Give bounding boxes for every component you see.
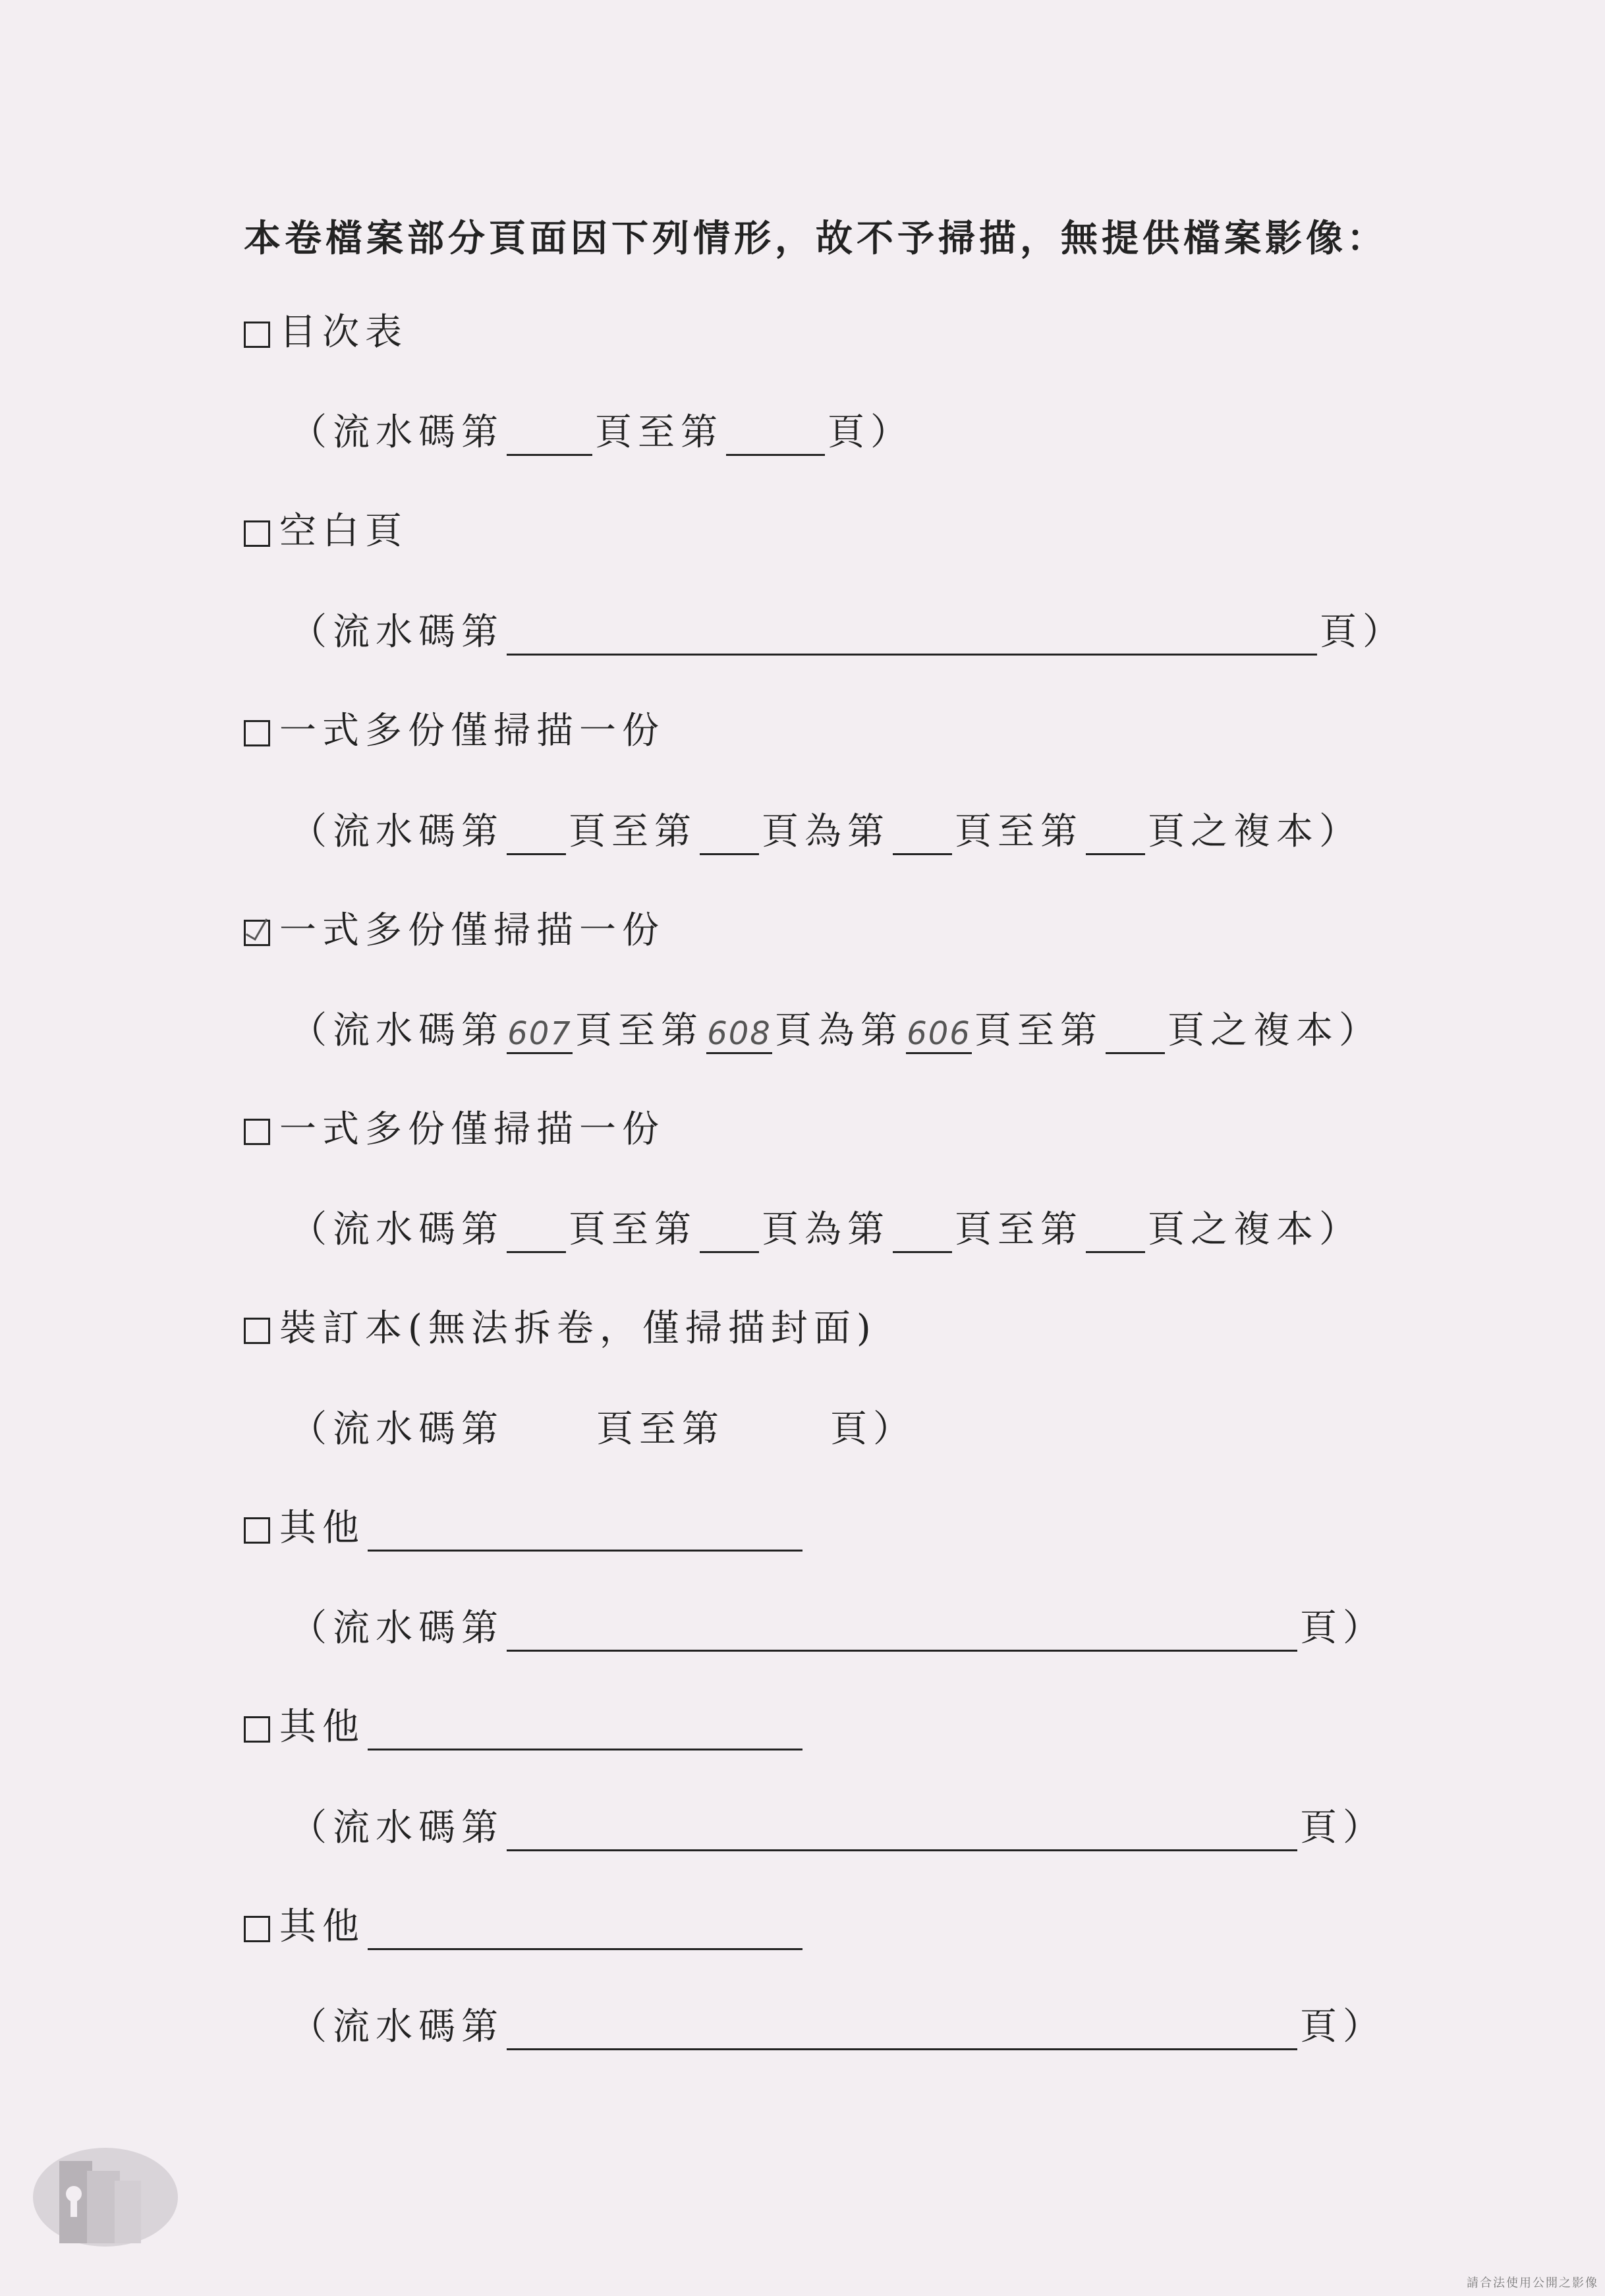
- range-prefix: （流水碼第: [290, 1408, 504, 1451]
- handwritten-page-number[interactable]: 608: [706, 1015, 772, 1054]
- option-other: [244, 1505, 805, 1552]
- range-suffix: 頁）: [830, 1408, 916, 1451]
- checkbox[interactable]: [244, 1517, 270, 1544]
- page-blank[interactable]: [1086, 816, 1145, 855]
- option-single-copy-scanned: [244, 708, 665, 754]
- page-blank[interactable]: [700, 1214, 759, 1253]
- page-range-line: [290, 1606, 1386, 1652]
- checkbox[interactable]: [244, 1716, 270, 1743]
- page-blank[interactable]: [507, 1214, 566, 1253]
- page-blank[interactable]: [507, 816, 566, 855]
- page-blank[interactable]: [1086, 1214, 1145, 1253]
- option-label: 空白頁: [279, 510, 408, 553]
- page-range-line: [290, 410, 913, 456]
- range-text: 頁為第: [762, 810, 890, 853]
- range-prefix: （流水碼第: [290, 1009, 504, 1052]
- handwritten-page-number[interactable]: 607: [507, 1015, 573, 1054]
- other-reason-blank[interactable]: [368, 1911, 802, 1950]
- option-bound-volume: [244, 1306, 877, 1352]
- option-single-copy-scanned: [244, 1107, 665, 1153]
- range-suffix: 頁）: [1320, 611, 1405, 654]
- range-prefix: （流水碼第: [290, 1806, 504, 1849]
- range-prefix: （流水碼第: [290, 411, 504, 454]
- archive-logo-icon: [26, 2135, 178, 2253]
- option-label: 一式多份僅掃描一份: [279, 1108, 665, 1151]
- option-other: [244, 1904, 805, 1950]
- range-suffix: 頁之複本）: [1148, 810, 1362, 853]
- page-blank[interactable]: [507, 1812, 1297, 1851]
- range-text: 頁至第: [955, 810, 1083, 853]
- option-single-copy-scanned-checked: [244, 908, 665, 954]
- range-text: 頁至第: [569, 1208, 697, 1251]
- range-text: 頁為第: [762, 1208, 890, 1251]
- range-text: 頁至第: [569, 810, 697, 853]
- footer-notice: 請合法使用公開之影像: [1467, 2276, 1598, 2290]
- page-blank[interactable]: [507, 417, 592, 456]
- handwritten-page-number[interactable]: 606: [906, 1015, 972, 1054]
- page-blank[interactable]: [893, 1214, 952, 1253]
- page-heading: 本卷檔案部分頁面因下列情形，故不予掃描，無提供檔案影像：: [244, 217, 1388, 260]
- checkbox[interactable]: [244, 1916, 270, 1942]
- option-label: 一式多份僅掃描一份: [279, 710, 665, 752]
- checkbox[interactable]: [244, 720, 270, 746]
- checkbox[interactable]: [244, 520, 270, 547]
- option-label: 其他: [279, 1507, 365, 1550]
- page-blank[interactable]: [1106, 1015, 1165, 1054]
- range-suffix: 頁）: [1300, 1607, 1386, 1650]
- other-reason-blank[interactable]: [368, 1513, 802, 1552]
- range-suffix: 頁）: [1300, 1806, 1386, 1849]
- page-blank[interactable]: [700, 816, 759, 855]
- range-text: 頁至第: [974, 1009, 1103, 1052]
- range-suffix: 頁）: [1300, 2005, 1386, 2048]
- range-prefix: （流水碼第: [290, 1607, 504, 1650]
- range-text: 頁至第: [955, 1208, 1083, 1251]
- page-range-line: [290, 1407, 916, 1453]
- page-range-line: [290, 1008, 1382, 1054]
- page-blank[interactable]: [507, 2011, 1297, 2050]
- page-blank[interactable]: [507, 617, 1317, 656]
- range-prefix: （流水碼第: [290, 1208, 504, 1251]
- page-blank[interactable]: [726, 417, 825, 456]
- other-reason-blank[interactable]: [368, 1712, 802, 1750]
- option-label: 其他: [279, 1905, 365, 1948]
- page-range-line: [290, 1207, 1362, 1253]
- range-prefix: （流水碼第: [290, 611, 504, 654]
- range-suffix: 頁之複本）: [1148, 1208, 1362, 1251]
- range-text: 頁至第: [575, 1009, 704, 1052]
- option-label: 其他: [279, 1706, 365, 1749]
- page-range-line: [290, 2004, 1386, 2050]
- checkbox[interactable]: [244, 1318, 270, 1344]
- option-label: 目次表: [279, 311, 408, 354]
- range-text: 頁至第: [596, 1408, 725, 1451]
- checkbox-checked[interactable]: [244, 920, 270, 946]
- range-prefix: （流水碼第: [290, 2005, 504, 2048]
- range-text: 頁為第: [775, 1009, 903, 1052]
- range-text: 頁至第: [595, 411, 723, 454]
- option-other: [244, 1704, 805, 1750]
- page-range-line: [290, 1805, 1386, 1851]
- page-range-line: [290, 809, 1362, 855]
- page-range-line: [290, 609, 1405, 656]
- option-table-of-contents: [244, 310, 408, 356]
- range-prefix: （流水碼第: [290, 810, 504, 853]
- range-suffix: 頁之複本）: [1168, 1009, 1382, 1052]
- checkbox[interactable]: [244, 1119, 270, 1145]
- option-label: 裝訂本(無法拆卷，僅掃描封面): [279, 1307, 877, 1350]
- checkbox[interactable]: [244, 322, 270, 348]
- option-label: 一式多份僅掃描一份: [279, 909, 665, 952]
- page-blank[interactable]: [893, 816, 952, 855]
- option-blank-page: [244, 509, 408, 555]
- page-blank[interactable]: [507, 1613, 1297, 1652]
- range-suffix: 頁）: [828, 411, 913, 454]
